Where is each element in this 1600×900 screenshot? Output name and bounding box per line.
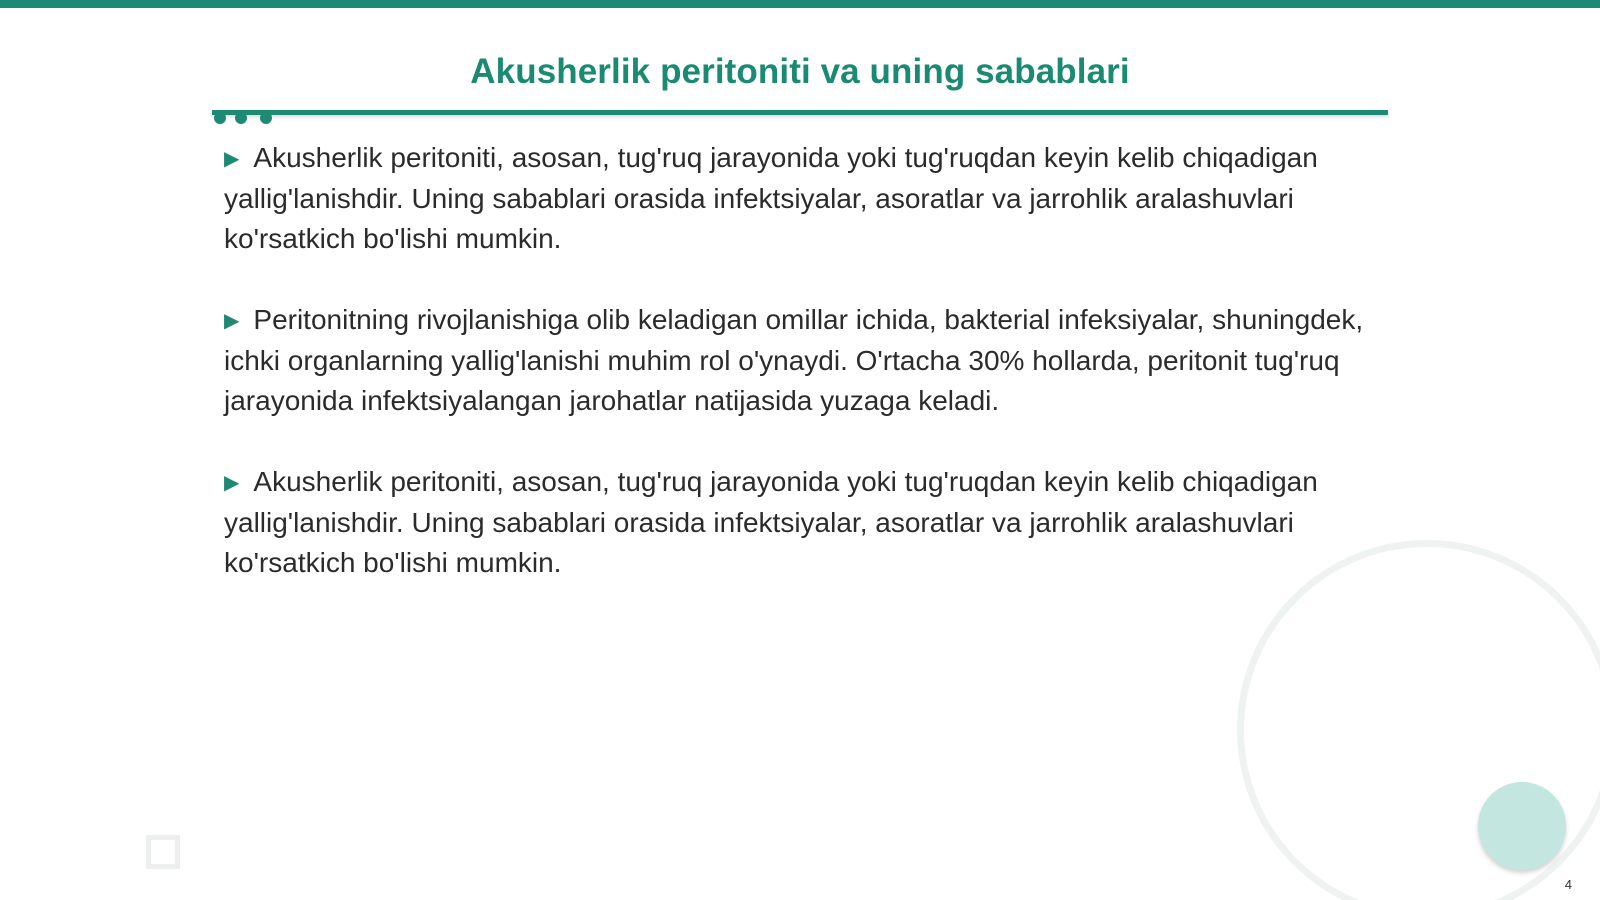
bullet-list	[224, 138, 1374, 624]
underline-dot	[214, 112, 226, 124]
bullet-item	[224, 462, 1374, 583]
triangle-bullet-icon: ▶	[224, 472, 240, 494]
top-accent-bar	[0, 0, 1600, 8]
underline-dot	[235, 112, 247, 124]
decorative-circle	[1478, 782, 1566, 870]
title-underline	[212, 110, 1388, 115]
slide-title: Akusherlik peritoniti va uning sabablari	[470, 52, 1130, 91]
bullet-text: Akusherlik peritoniti, asosan, tug'ruq jarayonida yoki tug'ruqdan keyin kelib chiqadigan yallig'lanishdir. Uning sabablari orasida infektsiyalar, asoratlar va jarrohlik aralashuvlari ko'rsatkich bo'lishi mumkin.	[224, 466, 1318, 578]
bullet-item	[224, 138, 1374, 259]
bullet-text: Akusherlik peritoniti, asosan, tug'ruq jarayonida yoki tug'ruqdan keyin kelib chiqadigan yallig'lanishdir. Uning sabablari orasida infektsiyalar, asoratlar va jarrohlik aralashuvlari ko'rsatkich bo'lishi mumkin.	[224, 142, 1318, 254]
bullet-text: Peritonitning rivojlanishiga olib keladigan omillar ichida, bakterial infeksiyalar, shuningdek, ichki organlarning yallig'lanishi muhim rol o'ynaydi. O'rtacha 30% hollarda, peritonit tug'ruq jarayonida infektsiyalangan jarohatlar natijasida yuzaga keladi.	[224, 304, 1364, 416]
bullet-item	[224, 300, 1374, 421]
decorative-square	[146, 835, 180, 869]
page-number: 4	[1564, 877, 1572, 892]
triangle-bullet-icon: ▶	[224, 310, 240, 332]
triangle-bullet-icon: ▶	[224, 148, 240, 170]
underline-dot	[260, 112, 272, 124]
